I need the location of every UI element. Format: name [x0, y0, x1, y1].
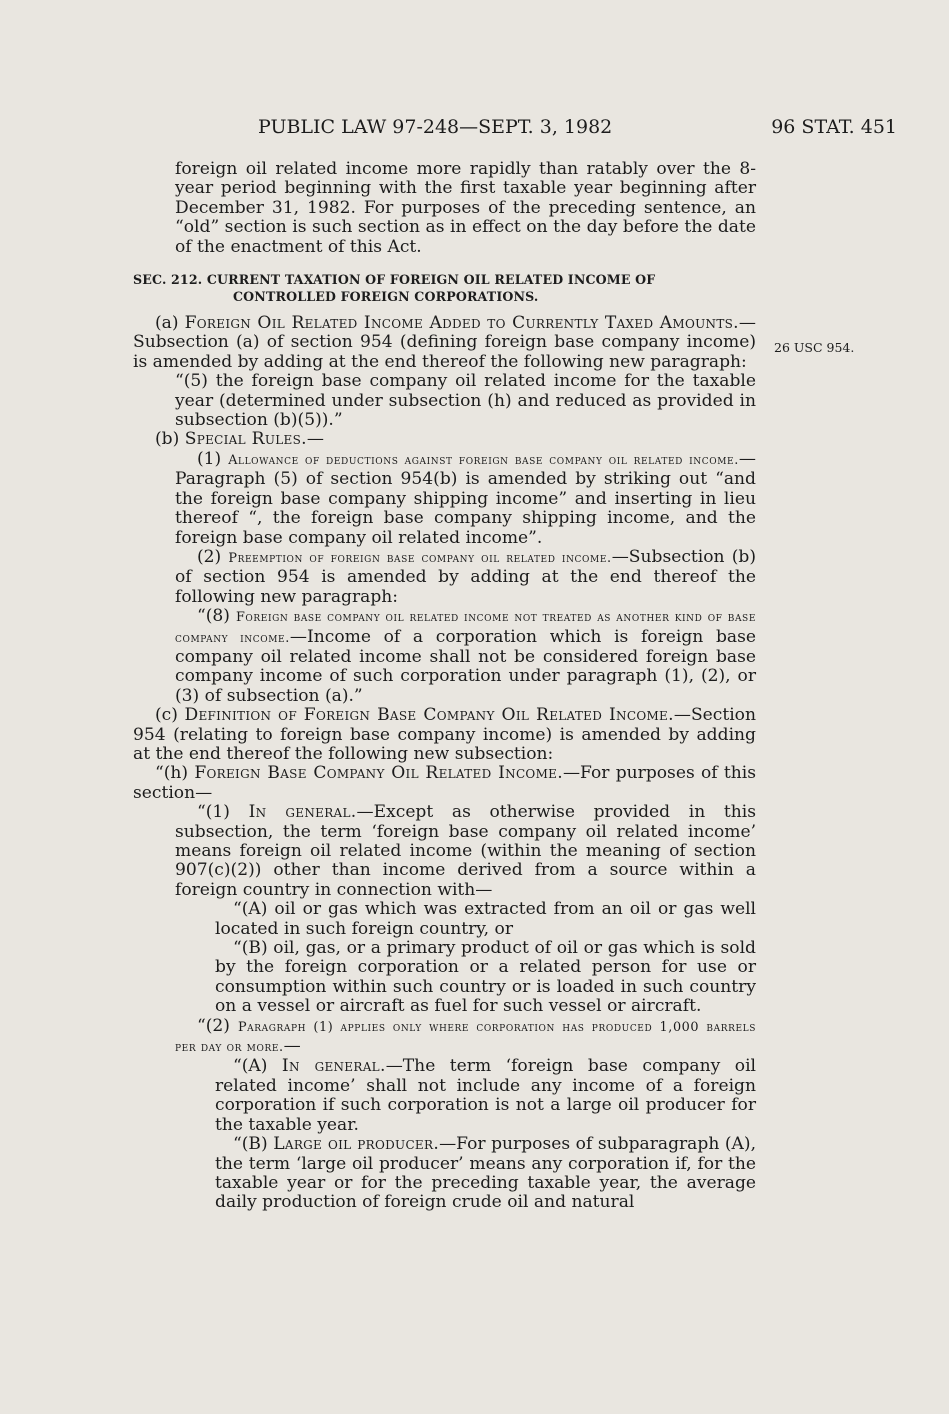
paragraph-h2: “(2) Paragraph (1) applies only where corporation has produced 1,000 barrels per day or more.— — [175, 1015, 756, 1057]
margin-citation: 26 USC 954. — [774, 340, 855, 355]
continuation-paragraph: foreign oil related income more rapidly than ratably over the 8-year period beginning with the first taxable year beginning after December 31, 1982. For purposes of the preceding sentence, an “old” section is such section as in effect on the day before the date of the enactment of this Act. — [175, 159, 756, 257]
paragraph-b2-heading: Preemption of foreign base company oil related income. — [228, 550, 612, 566]
section-heading: SEC. 212. CURRENT TAXATION OF FOREIGN OIL RELATED INCOME OF CONTROLLED FOREIGN CORPORATIONS. — [133, 272, 656, 305]
paragraph-h1: “(1) In general.—Except as otherwise provided in this subsection, the term ‘foreign base company oil related income’ means foreign oil related income (within the meaning of section 907(c)(2)) other than income derived from a source within a foreign country in connection with— — [175, 802, 757, 900]
subsection-a-heading: Foreign Oil Related Income Added to Currently Taxed Amounts. — [184, 313, 739, 334]
subsection-b: (b) Special Rules.— — [155, 429, 324, 450]
new-subsection-h-heading: Foreign Base Company Oil Related Income. — [194, 763, 563, 784]
running-title: PUBLIC LAW 97-248—SEPT. 3, 1982 — [258, 116, 613, 138]
paragraph-h2-heading: Paragraph (1) applies only where corporation has produced 1,000 barrels per day or more. — [175, 1019, 756, 1056]
paragraph-b1-heading: Allowance of deductions against foreign base company oil related income. — [228, 452, 739, 468]
subparagraph-h2-b: “(B) Large oil producer.—For purposes of subparagraph (A), the term ‘large oil producer’ means any corporation if, for the taxable year or for the preceding taxable year, the average daily production of foreign crude oil and natural — [215, 1134, 756, 1213]
subsection-c-heading: Definition of Foreign Base Company Oil Related Income. — [184, 705, 674, 726]
subparagraph-h2-a-heading: In general. — [281, 1056, 386, 1077]
subsection-b-heading: Special Rules. — [184, 429, 307, 450]
new-paragraph-8: “(8) Foreign base company oil related income not treated as another kind of base company income.—Income of a corporation which is foreign base company oil related income shall not be considered foreign base company income of such corporation under paragraph (1), (2), or (3) of subsection (a).” — [175, 606, 756, 706]
subsection-a: (a) Foreign Oil Related Income Added to Currently Taxed Amounts.—Subsection (a) of section 954 (defining foreign base company income) is amended by adding at the end thereof the following new paragraph: — [133, 313, 756, 372]
new-paragraph-8-heading: Foreign base company oil related income not treated as another kind of base company income. — [175, 610, 756, 646]
page-header — [0, 112, 949, 142]
statute-page-number: 96 STAT. 451 — [771, 116, 897, 138]
paragraph-b1: (1) Allowance of deductions against foreign base company oil related income.—Paragraph (5) of section 954(b) is amended by striking out “and the foreign base company shipping income” and inserting in lieu thereof “, the foreign base company shipping income, and the foreign base company oil related income”. — [175, 448, 756, 548]
subparagraph-h2-b-heading: Large oil producer. — [273, 1134, 440, 1155]
paragraph-h1-heading: In general. — [248, 802, 357, 823]
subparagraph-h1-a: “(A) oil or gas which was extracted from an oil or gas well located in such foreign country, or — [215, 899, 756, 939]
subparagraph-h1-b: “(B) oil, gas, or a primary product of oil or gas which is sold by the foreign corporation or a related person for use or consumption within such country or is loaded in such country on a vessel or aircraft as fuel for such vessel or aircraft. — [215, 938, 756, 1017]
subparagraph-h2-a: “(A) In general.—The term ‘foreign base company oil related income’ shall not include any income of a foreign corporation if such corporation is not a large oil producer for the taxable year. — [215, 1056, 756, 1135]
body-text — [133, 160, 756, 1213]
subsection-c: (c) Definition of Foreign Base Company Oil Related Income.—Section 954 (relating to foreign base company income) is amended by adding at the end thereof the following new subsection: — [133, 705, 756, 764]
paragraph-b2: (2) Preemption of foreign base company oil related income.—Subsection (b) of section 954 is amended by adding at the end thereof the following new paragraph: — [175, 546, 756, 607]
new-paragraph-5: “(5) the foreign base company oil related income for the taxable year (determined under subsection (h) and reduced as provided in subsection (b)(5)).” — [175, 371, 756, 431]
new-subsection-h: “(h) Foreign Base Company Oil Related Income.—For purposes of this section— — [133, 763, 756, 803]
